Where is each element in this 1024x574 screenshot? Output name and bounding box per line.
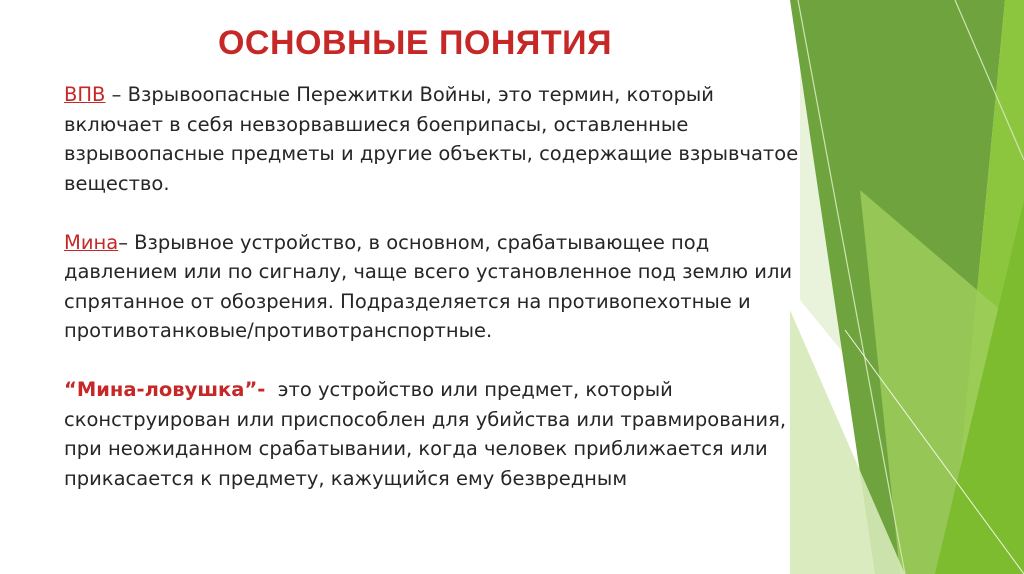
definition-mina	[64, 228, 804, 346]
paragraph-spacer	[64, 346, 804, 376]
separator-mina-lovushka	[265, 378, 277, 401]
slide-title: ОСНОВНЫЕ ПОНЯТИЯ	[217, 24, 613, 62]
definitions-block	[64, 80, 804, 493]
paragraph-spacer	[64, 198, 804, 228]
term-vpv: ВПВ	[64, 83, 106, 106]
separator-mina: –	[118, 230, 135, 254]
separator-vpv: –	[105, 83, 128, 106]
definition-vpv	[64, 80, 804, 198]
definition-text-mina: Взрывное устройство, в основном, срабатывающее под давлением или по сигналу, чаще всего установленное под землю или спрятанное от обозрения. Подразделяется на противопехотные и противотанковые/противотранспортные.	[64, 230, 793, 342]
definition-text-mina-lovushka: это устройство или предмет, который сконструирован или приспособлен для убийства или травмирования, при неожиданном срабатывании, когда человек приближается или прикасается к предмету, кажущийся ему безвредным	[64, 378, 787, 490]
term-mina-lovushka: “Мина-ловушка”-	[64, 378, 266, 401]
definition-text-vpv: Взрывоопасные Пережитки Войны, это термин, который включает в себя невзорвавшиеся боеприпасы, оставленные взрывоопасные предметы и другие объекты, содержащие взрывчатое вещество.	[64, 83, 799, 195]
term-mina: Мина	[64, 230, 119, 254]
definition-mina-lovushka	[64, 375, 804, 493]
